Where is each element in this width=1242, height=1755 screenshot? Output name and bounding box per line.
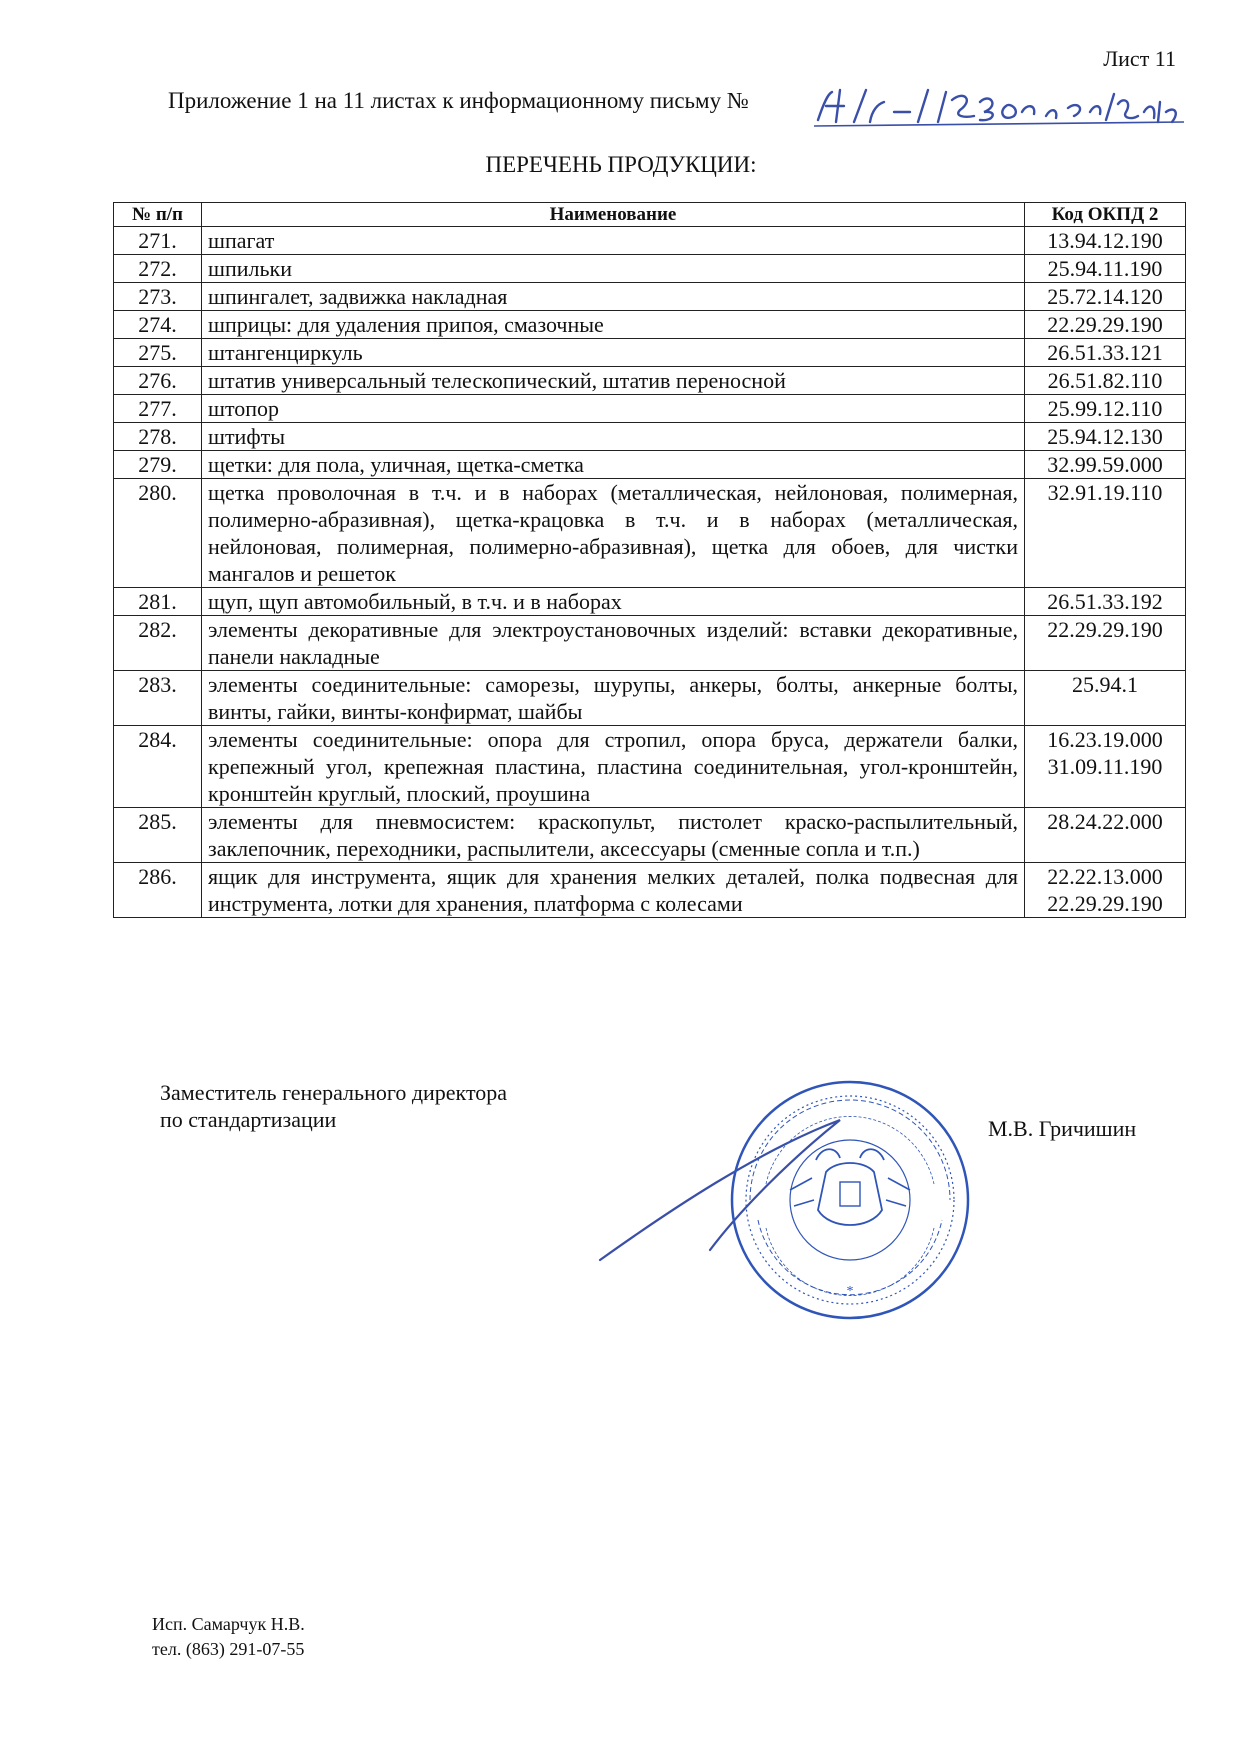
row-number: 274. (114, 311, 202, 339)
okpd-code: 25.99.12.110 (1047, 396, 1163, 421)
okpd-code: 25.94.11.190 (1047, 256, 1163, 281)
product-name: шпагат (202, 227, 1025, 255)
row-number: 285. (114, 808, 202, 863)
product-name: элементы соединительные: опора для стропил, опора бруса, держатели балки, крепежный угол, крепежная пластина, пластина соединительная, угол-кронштейн, кронштейн круглый, плоский, проушина (202, 726, 1025, 808)
okpd-code: 25.94.12.130 (1047, 424, 1163, 449)
okpd-code: 26.51.33.121 (1047, 340, 1163, 365)
okpd-code-cell (1025, 863, 1186, 918)
table-row (114, 726, 1186, 808)
product-name: шпильки (202, 255, 1025, 283)
sheet-number: Лист 11 (1103, 46, 1176, 71)
table-row (114, 808, 1186, 863)
product-name: штифты (202, 423, 1025, 451)
svg-text:*: * (846, 1284, 854, 1299)
table-row (114, 671, 1186, 726)
row-number: 282. (114, 616, 202, 671)
header-code: Код ОКПД 2 (1025, 203, 1186, 227)
table-row (114, 863, 1186, 918)
okpd-code: 16.23.19.000 (1047, 727, 1163, 752)
row-number: 275. (114, 339, 202, 367)
product-name: штангенциркуль (202, 339, 1025, 367)
table-row (114, 283, 1186, 311)
okpd-code: 22.29.29.190 (1047, 891, 1163, 916)
row-number: 278. (114, 423, 202, 451)
table-body (114, 227, 1186, 918)
okpd-code-cell (1025, 367, 1186, 395)
okpd-code: 22.29.29.190 (1047, 617, 1163, 642)
okpd-code: 32.91.19.110 (1047, 480, 1163, 505)
okpd-code-cell (1025, 255, 1186, 283)
okpd-code-cell (1025, 808, 1186, 863)
okpd-code-cell (1025, 423, 1186, 451)
table-row (114, 339, 1186, 367)
table-row (114, 423, 1186, 451)
okpd-code-cell (1025, 588, 1186, 616)
row-number: 272. (114, 255, 202, 283)
okpd-code: 31.09.11.190 (1047, 754, 1163, 779)
product-name: штопор (202, 395, 1025, 423)
row-number: 279. (114, 451, 202, 479)
product-name: щетка проволочная в т.ч. и в наборах (металлическая, нейлоновая, полимерная, полимерно-абразивная), щетка-крацовка в т.ч. и в наборах (металлическая, нейлоновая, полимерная, полимерно-абразивная), щетка для обоев, для чистки мангалов и решеток (202, 479, 1025, 588)
product-name: шприцы: для удаления припоя, смазочные (202, 311, 1025, 339)
row-number: 281. (114, 588, 202, 616)
appendix-caption (168, 88, 749, 114)
handwritten-letter-number (814, 82, 1184, 130)
okpd-code: 22.29.29.190 (1047, 312, 1163, 337)
okpd-code-cell (1025, 395, 1186, 423)
okpd-code-cell (1025, 227, 1186, 255)
table-row (114, 479, 1186, 588)
executor-name: Исп. Самарчук Н.В. (152, 1614, 305, 1634)
signer-position-line2: по стандартизации (160, 1107, 337, 1132)
okpd-code: 22.22.13.000 (1047, 864, 1163, 889)
document-title: ПЕРЕЧЕНЬ ПРОДУКЦИИ: (485, 152, 757, 177)
official-seal-stamp (590, 1060, 1010, 1380)
product-table (113, 202, 1186, 918)
row-number: 284. (114, 726, 202, 808)
okpd-code-cell (1025, 311, 1186, 339)
product-name: шпингалет, задвижка накладная (202, 283, 1025, 311)
table-header-row (114, 203, 1186, 227)
okpd-code-cell (1025, 616, 1186, 671)
row-number: 280. (114, 479, 202, 588)
okpd-code: 26.51.33.192 (1047, 589, 1163, 614)
table-row (114, 227, 1186, 255)
row-number: 286. (114, 863, 202, 918)
row-number: 283. (114, 671, 202, 726)
okpd-code-cell (1025, 671, 1186, 726)
table-row (114, 367, 1186, 395)
product-name: элементы для пневмосистем: краскопульт, пистолет краско-распылительный, заклепочник, переходники, распылители, аксессуары (сменные сопла и т.п.) (202, 808, 1025, 863)
appendix-prefix: Приложение 1 на 11 листах к информационному письму № (168, 88, 749, 113)
table-row (114, 616, 1186, 671)
product-name: элементы декоративные для электроустановочных изделий: вставки декоративные, панели накладные (202, 616, 1025, 671)
product-name: щетки: для пола, уличная, щетка-сметка (202, 451, 1025, 479)
product-name: ящик для инструмента, ящик для хранения мелких деталей, полка подвесная для инструмента, лотки для хранения, платформа с колесами (202, 863, 1025, 918)
okpd-code: 13.94.12.190 (1047, 228, 1163, 253)
okpd-code-cell (1025, 283, 1186, 311)
row-number: 273. (114, 283, 202, 311)
product-name: штатив универсальный телескопический, штатив переносной (202, 367, 1025, 395)
executor-info (152, 1612, 305, 1662)
okpd-code-cell (1025, 339, 1186, 367)
signer-position (160, 1079, 507, 1133)
row-number: 276. (114, 367, 202, 395)
okpd-code: 25.94.1 (1072, 672, 1138, 697)
product-name: элементы соединительные: саморезы, шурупы, анкеры, болты, анкерные болты, винты, гайки, винты-конфирмат, шайбы (202, 671, 1025, 726)
executor-phone: тел. (863) 291-07-55 (152, 1639, 305, 1659)
signer-position-line1: Заместитель генерального директора (160, 1080, 508, 1105)
okpd-code: 28.24.22.000 (1047, 809, 1163, 834)
table-row (114, 395, 1186, 423)
okpd-code-cell (1025, 726, 1186, 808)
header-num: № п/п (114, 203, 202, 227)
row-number: 271. (114, 227, 202, 255)
okpd-code: 25.72.14.120 (1047, 284, 1163, 309)
product-name: щуп, щуп автомобильный, в т.ч. и в наборах (202, 588, 1025, 616)
okpd-code-cell (1025, 451, 1186, 479)
table-row (114, 451, 1186, 479)
table-row (114, 311, 1186, 339)
okpd-code-cell (1025, 479, 1186, 588)
okpd-code: 32.99.59.000 (1047, 452, 1163, 477)
row-number: 277. (114, 395, 202, 423)
signer-name: М.В. Гричишин (988, 1116, 1137, 1141)
okpd-code: 26.51.82.110 (1047, 368, 1163, 393)
table-row (114, 255, 1186, 283)
table-row (114, 588, 1186, 616)
header-name: Наименование (202, 203, 1025, 227)
